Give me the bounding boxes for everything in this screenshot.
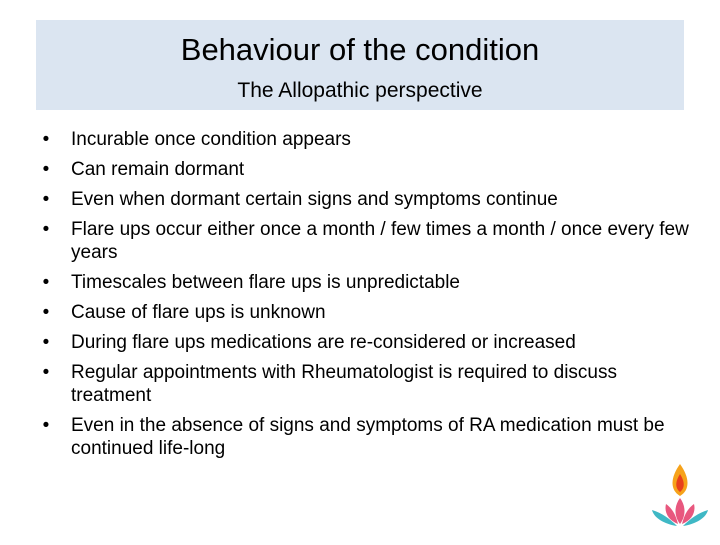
bullet-item [40, 218, 700, 264]
bullet-dot-icon: • [42, 415, 50, 436]
bullet-text: Regular appointments with Rheumatologist is required to discuss treatment [71, 362, 617, 406]
bullet-dot-icon: • [42, 332, 50, 353]
bullet-text: Can remain dormant [71, 159, 245, 180]
bullet-item [40, 188, 700, 211]
bullet-list [40, 128, 700, 467]
bullet-text: Even in the absence of signs and symptoms of RA medication must be continued life-long [71, 415, 665, 459]
bullet-item [40, 158, 700, 181]
bullet-item [40, 301, 700, 324]
lotus-diya-flame-icon [640, 460, 720, 540]
bullet-text: Flare ups occur either once a month / few times a month / once every few years [71, 219, 689, 263]
bullet-dot-icon: • [42, 159, 50, 180]
bullet-text: Timescales between flare ups is unpredictable [71, 272, 460, 293]
logo-graphic [640, 460, 720, 540]
bullet-text: Incurable once condition appears [71, 129, 351, 150]
slide-subtitle: The Allopathic perspective [237, 79, 483, 102]
bullet-item [40, 414, 700, 460]
bullet-dot-icon: • [42, 302, 50, 323]
bullet-item [40, 331, 700, 354]
bullet-dot-icon: • [42, 362, 50, 383]
bullet-text: During flare ups medications are re-considered or increased [71, 332, 576, 353]
bullet-text: Cause of flare ups is unknown [71, 302, 326, 323]
bullet-dot-icon: • [42, 189, 50, 210]
bullet-item [40, 361, 700, 407]
bullet-text: Even when dormant certain signs and symptoms continue [71, 189, 558, 210]
bullet-dot-icon: • [42, 219, 50, 240]
bullet-item [40, 271, 700, 294]
bullet-dot-icon: • [42, 129, 50, 150]
slide-title: Behaviour of the condition [180, 32, 540, 67]
bullet-dot-icon: • [42, 272, 50, 293]
bullet-item [40, 128, 700, 151]
title-box [36, 20, 684, 110]
